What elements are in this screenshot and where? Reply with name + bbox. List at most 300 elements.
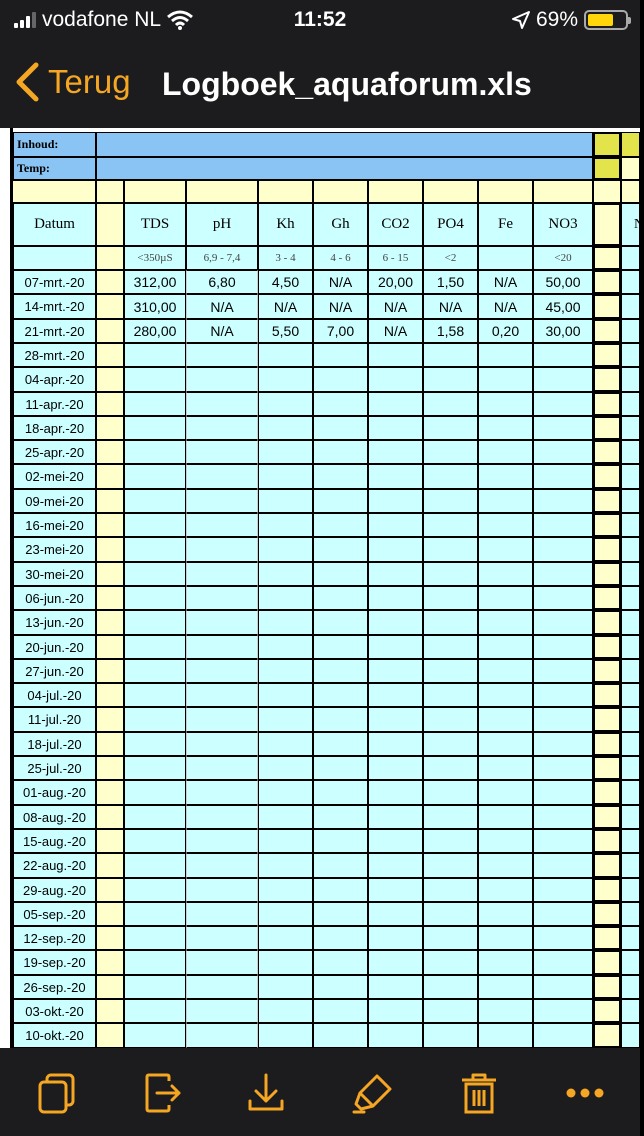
value-cell[interactable]	[478, 707, 533, 732]
value-cell[interactable]	[186, 392, 258, 416]
value-cell[interactable]	[313, 343, 368, 367]
value-cell[interactable]	[533, 683, 593, 707]
value-cell[interactable]	[533, 586, 593, 610]
value-cell[interactable]	[258, 586, 313, 610]
value-cell[interactable]	[478, 975, 533, 999]
value-cell[interactable]	[313, 659, 368, 683]
value-cell[interactable]	[368, 440, 423, 464]
value-cell[interactable]	[621, 926, 640, 950]
value-cell[interactable]	[313, 610, 368, 635]
value-cell[interactable]	[313, 513, 368, 537]
value-cell[interactable]	[368, 343, 423, 367]
value-cell[interactable]: 30,00	[533, 319, 593, 343]
value-cell[interactable]	[621, 878, 640, 902]
value-cell[interactable]	[313, 1023, 368, 1048]
value-cell[interactable]	[313, 683, 368, 707]
value-cell[interactable]	[258, 1023, 313, 1048]
value-cell[interactable]	[423, 1023, 478, 1048]
value-cell[interactable]	[621, 537, 640, 562]
value-cell[interactable]	[533, 926, 593, 950]
value-cell[interactable]	[533, 756, 593, 780]
value-cell[interactable]	[313, 464, 368, 489]
value-cell[interactable]	[124, 780, 186, 805]
value-cell[interactable]	[313, 707, 368, 732]
value-cell[interactable]: 0,20	[478, 319, 533, 343]
value-cell[interactable]	[478, 537, 533, 562]
value-cell[interactable]: N/A	[313, 294, 368, 319]
value-cell[interactable]	[368, 562, 423, 586]
value-cell[interactable]: 1,58	[423, 319, 478, 343]
value-cell[interactable]	[368, 635, 423, 659]
value-cell[interactable]	[186, 1023, 258, 1048]
value-cell[interactable]	[124, 853, 186, 878]
value-cell[interactable]	[621, 707, 640, 732]
value-cell[interactable]	[124, 829, 186, 853]
value-cell[interactable]	[313, 780, 368, 805]
download-button[interactable]	[241, 1068, 291, 1118]
value-cell[interactable]	[478, 902, 533, 926]
value-cell[interactable]	[124, 489, 186, 513]
value-cell[interactable]	[533, 367, 593, 392]
value-cell[interactable]	[621, 416, 640, 440]
value-cell[interactable]	[621, 659, 640, 683]
value-cell[interactable]	[186, 586, 258, 610]
inhoud-value[interactable]	[96, 132, 593, 157]
value-cell[interactable]	[478, 829, 533, 853]
value-cell[interactable]	[621, 610, 640, 635]
value-cell[interactable]	[533, 489, 593, 513]
value-cell[interactable]	[533, 805, 593, 829]
value-cell[interactable]	[478, 805, 533, 829]
value-cell[interactable]	[478, 659, 533, 683]
value-cell[interactable]	[313, 999, 368, 1023]
value-cell[interactable]	[258, 464, 313, 489]
value-cell[interactable]	[313, 853, 368, 878]
value-cell[interactable]	[368, 707, 423, 732]
value-cell[interactable]: N/A	[258, 294, 313, 319]
value-cell[interactable]	[423, 829, 478, 853]
value-cell[interactable]	[533, 975, 593, 999]
value-cell[interactable]	[423, 610, 478, 635]
value-cell[interactable]	[533, 343, 593, 367]
value-cell[interactable]	[621, 950, 640, 975]
value-cell[interactable]	[478, 926, 533, 950]
value-cell[interactable]	[258, 853, 313, 878]
value-cell[interactable]	[124, 805, 186, 829]
value-cell[interactable]	[313, 392, 368, 416]
value-cell[interactable]	[124, 950, 186, 975]
value-cell[interactable]	[258, 829, 313, 853]
value-cell[interactable]	[621, 319, 640, 343]
value-cell[interactable]	[621, 343, 640, 367]
value-cell[interactable]	[478, 367, 533, 392]
value-cell[interactable]	[186, 513, 258, 537]
value-cell[interactable]	[533, 707, 593, 732]
value-cell[interactable]	[186, 367, 258, 392]
value-cell[interactable]	[186, 878, 258, 902]
value-cell[interactable]	[124, 537, 186, 562]
value-cell[interactable]	[478, 440, 533, 464]
value-cell[interactable]	[533, 635, 593, 659]
value-cell[interactable]	[368, 926, 423, 950]
value-cell[interactable]	[621, 367, 640, 392]
value-cell[interactable]	[186, 416, 258, 440]
value-cell[interactable]: N/A	[423, 294, 478, 319]
value-cell[interactable]	[423, 780, 478, 805]
value-cell[interactable]	[313, 416, 368, 440]
value-cell[interactable]	[313, 975, 368, 999]
value-cell[interactable]	[621, 464, 640, 489]
value-cell[interactable]	[313, 367, 368, 392]
value-cell[interactable]	[186, 732, 258, 756]
value-cell[interactable]	[478, 489, 533, 513]
value-cell[interactable]	[368, 780, 423, 805]
value-cell[interactable]	[186, 464, 258, 489]
value-cell[interactable]	[423, 635, 478, 659]
value-cell[interactable]	[423, 902, 478, 926]
value-cell[interactable]	[478, 635, 533, 659]
value-cell[interactable]	[258, 683, 313, 707]
back-button[interactable]	[14, 62, 131, 102]
value-cell[interactable]	[258, 926, 313, 950]
value-cell[interactable]	[423, 950, 478, 975]
value-cell[interactable]	[533, 537, 593, 562]
value-cell[interactable]	[124, 926, 186, 950]
value-cell[interactable]	[124, 659, 186, 683]
value-cell[interactable]: 6,80	[186, 270, 258, 294]
value-cell[interactable]	[368, 878, 423, 902]
value-cell[interactable]	[533, 416, 593, 440]
value-cell[interactable]	[423, 999, 478, 1023]
value-cell[interactable]	[258, 878, 313, 902]
value-cell[interactable]	[186, 805, 258, 829]
value-cell[interactable]: N/A	[478, 270, 533, 294]
value-cell[interactable]	[478, 780, 533, 805]
value-cell[interactable]	[258, 902, 313, 926]
value-cell[interactable]	[258, 489, 313, 513]
value-cell[interactable]	[621, 853, 640, 878]
value-cell[interactable]: N/A	[478, 294, 533, 319]
value-cell[interactable]	[621, 999, 640, 1023]
value-cell[interactable]	[621, 513, 640, 537]
value-cell[interactable]: N/A	[186, 294, 258, 319]
value-cell[interactable]	[186, 853, 258, 878]
value-cell[interactable]	[533, 853, 593, 878]
value-cell[interactable]	[186, 489, 258, 513]
value-cell[interactable]	[313, 926, 368, 950]
value-cell[interactable]	[478, 343, 533, 367]
value-cell[interactable]	[124, 878, 186, 902]
value-cell[interactable]	[124, 586, 186, 610]
value-cell[interactable]	[423, 878, 478, 902]
value-cell[interactable]	[124, 343, 186, 367]
value-cell[interactable]	[478, 878, 533, 902]
value-cell[interactable]	[621, 780, 640, 805]
value-cell[interactable]	[368, 367, 423, 392]
value-cell[interactable]: N/A	[368, 319, 423, 343]
value-cell[interactable]: 1,50	[423, 270, 478, 294]
value-cell[interactable]	[368, 537, 423, 562]
value-cell[interactable]	[423, 756, 478, 780]
value-cell[interactable]	[258, 780, 313, 805]
value-cell[interactable]	[124, 1023, 186, 1048]
value-cell[interactable]	[258, 732, 313, 756]
value-cell[interactable]	[423, 586, 478, 610]
value-cell[interactable]	[313, 562, 368, 586]
value-cell[interactable]: 7,00	[313, 319, 368, 343]
value-cell[interactable]	[186, 610, 258, 635]
value-cell[interactable]	[621, 683, 640, 707]
value-cell[interactable]	[258, 999, 313, 1023]
value-cell[interactable]	[621, 635, 640, 659]
value-cell[interactable]	[313, 805, 368, 829]
value-cell[interactable]	[368, 659, 423, 683]
value-cell[interactable]	[368, 513, 423, 537]
value-cell[interactable]	[423, 489, 478, 513]
value-cell[interactable]	[478, 586, 533, 610]
value-cell[interactable]	[258, 805, 313, 829]
value-cell[interactable]	[186, 683, 258, 707]
value-cell[interactable]	[423, 343, 478, 367]
value-cell[interactable]	[423, 440, 478, 464]
value-cell[interactable]: 310,00	[124, 294, 186, 319]
value-cell[interactable]	[313, 829, 368, 853]
value-cell[interactable]	[478, 610, 533, 635]
value-cell[interactable]	[124, 975, 186, 999]
value-cell[interactable]	[313, 537, 368, 562]
value-cell[interactable]	[124, 635, 186, 659]
value-cell[interactable]: 45,00	[533, 294, 593, 319]
value-cell[interactable]	[533, 950, 593, 975]
value-cell[interactable]	[533, 659, 593, 683]
value-cell[interactable]	[186, 999, 258, 1023]
value-cell[interactable]	[124, 464, 186, 489]
value-cell[interactable]	[368, 392, 423, 416]
value-cell[interactable]	[621, 562, 640, 586]
value-cell[interactable]	[478, 683, 533, 707]
value-cell[interactable]: N/A	[186, 319, 258, 343]
value-cell[interactable]: 312,00	[124, 270, 186, 294]
value-cell[interactable]	[186, 343, 258, 367]
value-cell[interactable]: 5,50	[258, 319, 313, 343]
value-cell[interactable]	[478, 756, 533, 780]
value-cell[interactable]	[423, 707, 478, 732]
value-cell[interactable]	[258, 635, 313, 659]
value-cell[interactable]	[258, 440, 313, 464]
value-cell[interactable]	[258, 756, 313, 780]
value-cell[interactable]	[186, 562, 258, 586]
value-cell[interactable]	[186, 707, 258, 732]
value-cell[interactable]	[533, 562, 593, 586]
value-cell[interactable]	[423, 683, 478, 707]
value-cell[interactable]	[124, 683, 186, 707]
value-cell[interactable]	[258, 975, 313, 999]
value-cell[interactable]	[368, 853, 423, 878]
value-cell[interactable]	[533, 513, 593, 537]
value-cell[interactable]	[124, 707, 186, 732]
value-cell[interactable]	[423, 805, 478, 829]
value-cell[interactable]	[258, 950, 313, 975]
value-cell[interactable]	[368, 902, 423, 926]
value-cell[interactable]	[368, 416, 423, 440]
value-cell[interactable]	[478, 562, 533, 586]
value-cell[interactable]	[124, 513, 186, 537]
marker-column	[593, 440, 621, 464]
value-cell[interactable]	[533, 440, 593, 464]
value-cell[interactable]	[313, 635, 368, 659]
value-cell[interactable]	[368, 732, 423, 756]
value-cell[interactable]	[533, 780, 593, 805]
value-cell[interactable]	[313, 586, 368, 610]
value-cell[interactable]	[368, 950, 423, 975]
value-cell[interactable]: 20,00	[368, 270, 423, 294]
value-cell[interactable]	[258, 537, 313, 562]
value-cell[interactable]	[186, 902, 258, 926]
value-cell[interactable]	[124, 902, 186, 926]
value-cell[interactable]	[621, 805, 640, 829]
spreadsheet-grid[interactable]	[0, 128, 644, 1048]
value-cell[interactable]	[186, 440, 258, 464]
value-cell[interactable]	[186, 537, 258, 562]
value-cell[interactable]	[186, 926, 258, 950]
value-cell[interactable]	[124, 732, 186, 756]
value-cell[interactable]	[368, 756, 423, 780]
value-cell[interactable]	[423, 659, 478, 683]
value-cell[interactable]	[258, 392, 313, 416]
value-cell[interactable]	[124, 367, 186, 392]
value-cell[interactable]	[533, 902, 593, 926]
value-cell[interactable]	[258, 343, 313, 367]
value-cell[interactable]	[533, 999, 593, 1023]
value-cell[interactable]	[423, 513, 478, 537]
value-cell[interactable]	[621, 270, 640, 294]
value-cell[interactable]	[258, 562, 313, 586]
value-cell[interactable]	[621, 586, 640, 610]
value-cell[interactable]	[124, 440, 186, 464]
value-cell[interactable]	[478, 732, 533, 756]
value-cell[interactable]	[621, 732, 640, 756]
value-cell[interactable]	[533, 732, 593, 756]
value-cell[interactable]	[621, 902, 640, 926]
value-cell[interactable]	[186, 635, 258, 659]
value-cell[interactable]: 280,00	[124, 319, 186, 343]
value-cell[interactable]	[621, 756, 640, 780]
value-cell[interactable]	[533, 464, 593, 489]
value-cell[interactable]	[423, 975, 478, 999]
delete-button[interactable]	[454, 1068, 504, 1118]
value-cell[interactable]	[313, 950, 368, 975]
value-cell[interactable]	[423, 416, 478, 440]
value-cell[interactable]	[368, 489, 423, 513]
value-cell[interactable]	[478, 416, 533, 440]
value-cell[interactable]	[621, 440, 640, 464]
value-cell[interactable]	[533, 392, 593, 416]
value-cell[interactable]	[313, 440, 368, 464]
value-cell[interactable]	[533, 1023, 593, 1048]
value-cell[interactable]	[423, 537, 478, 562]
value-cell[interactable]	[124, 392, 186, 416]
value-cell[interactable]	[186, 829, 258, 853]
value-cell[interactable]	[313, 902, 368, 926]
value-cell[interactable]	[186, 780, 258, 805]
value-cell[interactable]	[368, 999, 423, 1023]
value-cell[interactable]	[368, 805, 423, 829]
value-cell[interactable]	[368, 975, 423, 999]
value-cell[interactable]	[478, 999, 533, 1023]
value-cell[interactable]	[423, 926, 478, 950]
value-cell[interactable]	[368, 1023, 423, 1048]
value-cell[interactable]	[124, 416, 186, 440]
value-cell[interactable]	[313, 489, 368, 513]
value-cell[interactable]: 50,00	[533, 270, 593, 294]
value-cell[interactable]	[258, 610, 313, 635]
value-cell[interactable]	[423, 562, 478, 586]
value-cell[interactable]	[478, 1023, 533, 1048]
value-cell[interactable]	[186, 975, 258, 999]
value-cell[interactable]	[186, 950, 258, 975]
value-cell[interactable]	[124, 756, 186, 780]
value-cell[interactable]	[313, 756, 368, 780]
value-cell[interactable]	[258, 513, 313, 537]
spreadsheet-view[interactable]	[0, 128, 644, 1048]
value-cell[interactable]	[621, 1023, 640, 1048]
value-cell[interactable]	[186, 659, 258, 683]
value-cell[interactable]	[258, 416, 313, 440]
value-cell[interactable]	[478, 464, 533, 489]
value-cell[interactable]	[478, 853, 533, 878]
value-cell[interactable]	[313, 878, 368, 902]
value-cell[interactable]	[258, 659, 313, 683]
value-cell[interactable]	[423, 464, 478, 489]
value-cell[interactable]	[478, 513, 533, 537]
value-cell[interactable]	[124, 999, 186, 1023]
value-cell[interactable]	[533, 878, 593, 902]
value-cell[interactable]	[368, 829, 423, 853]
value-cell[interactable]	[423, 853, 478, 878]
value-cell[interactable]	[124, 610, 186, 635]
value-cell[interactable]	[478, 392, 533, 416]
more-button[interactable]	[560, 1068, 610, 1118]
value-cell[interactable]	[124, 562, 186, 586]
value-cell[interactable]	[621, 975, 640, 999]
value-cell[interactable]	[621, 489, 640, 513]
highlight-button[interactable]	[348, 1068, 398, 1118]
value-cell[interactable]	[533, 610, 593, 635]
temp-value[interactable]	[96, 157, 593, 180]
value-cell[interactable]	[258, 367, 313, 392]
value-cell[interactable]	[423, 392, 478, 416]
value-cell[interactable]	[368, 683, 423, 707]
value-cell[interactable]: N/A	[368, 294, 423, 319]
value-cell[interactable]	[258, 707, 313, 732]
value-cell[interactable]	[423, 732, 478, 756]
value-cell[interactable]: 4,50	[258, 270, 313, 294]
copy-button[interactable]	[32, 1068, 82, 1118]
value-cell[interactable]	[478, 950, 533, 975]
value-cell[interactable]	[186, 756, 258, 780]
value-cell[interactable]	[621, 392, 640, 416]
value-cell[interactable]	[533, 829, 593, 853]
value-cell[interactable]	[368, 610, 423, 635]
value-cell[interactable]	[313, 732, 368, 756]
value-cell[interactable]	[368, 464, 423, 489]
value-cell[interactable]	[368, 586, 423, 610]
value-cell[interactable]	[423, 367, 478, 392]
export-button[interactable]	[138, 1068, 188, 1118]
value-cell[interactable]	[621, 829, 640, 853]
value-cell[interactable]	[621, 294, 640, 319]
value-cell[interactable]: N/A	[313, 270, 368, 294]
